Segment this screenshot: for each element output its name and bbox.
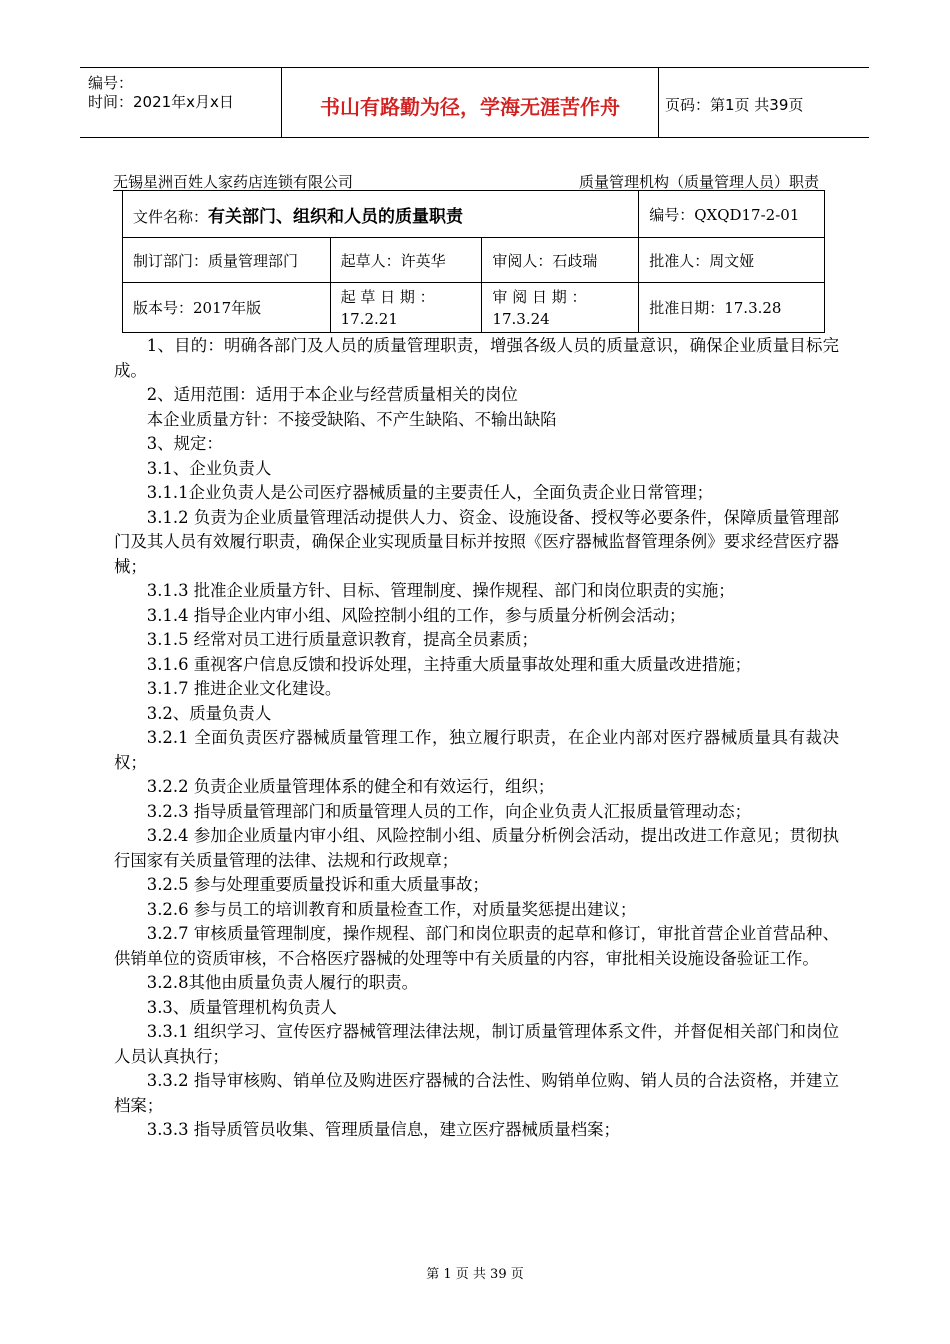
- paragraph: 3、规定：: [146, 434, 223, 453]
- paragraph: 3.1.3 批准企业质量方针、目标、管理制度、操作规程、部门和岗位职责的实施；: [146, 581, 735, 600]
- paragraph: 3.1.2 负责为企业质量管理活动提供人力、资金、设施设备、授权等必要条件，保障质量管理部门及其人员有效履行职责，确保企业实现质量目标并按照《医疗器械监督管理条例》要求经营医疗器械；: [114, 507, 839, 576]
- paragraph: 3.2.1 全面负责医疗器械质量管理工作，独立履行职责，在企业内部对医疗器械质量具有裁决权；: [114, 728, 839, 772]
- review-date: 17.3.24: [492, 309, 550, 328]
- paragraph: 3.1.5 经常对员工进行质量意识教育，提高全员素质；: [146, 630, 538, 649]
- paragraph: 3.1.6 重视客户信息反馈和投诉处理，主持重大质量事故处理和重大质量改进措施；: [146, 654, 751, 674]
- draft-date: 17.2.21: [340, 309, 398, 328]
- motto-box: [281, 68, 659, 137]
- file-name-cell: [123, 191, 639, 238]
- version: 版本号：2017年版: [123, 283, 331, 333]
- time-label: 时间：2021年x月x日: [88, 93, 234, 111]
- paragraph: 3.2.3 指导质量管理部门和质量管理人员的工作，向企业负责人汇报质量管理动态；: [146, 801, 751, 821]
- paragraph: 3.1.7 推进企业文化建设。: [146, 679, 342, 698]
- paragraph: 本企业质量方针：不接受缺陷、不产生缺陷、不输出缺陷: [146, 409, 557, 429]
- approve-date: 批准日期：17.3.28: [639, 283, 825, 333]
- paragraph: 3.3.3 指导质管员收集、管理质量信息，建立医疗器械质量档案；: [146, 1120, 620, 1139]
- paragraph: 3.1.1企业负责人是公司医疗器械质量的主要责任人，全面负责企业日常管理；: [146, 483, 713, 502]
- paragraph: 3.1.4 指导企业内审小组、风险控制小组的工作，参与质量分析例会活动；: [146, 605, 686, 625]
- review-date-label: 审 阅 日 期 ：: [492, 287, 587, 306]
- draft-date-label: 起 草 日 期 ：: [340, 287, 435, 306]
- page-info: 页码：第1页 共39页: [665, 96, 804, 114]
- motto-text: 书山有路勤为径，学海无涯苦作舟: [320, 95, 620, 119]
- document-info-table: [122, 190, 825, 333]
- paragraph: 3.2.5 参与处理重要质量投诉和重大质量事故；: [146, 875, 489, 894]
- header-line: [113, 171, 819, 191]
- paragraph: 3.2.8其他由质量负责人履行的职责。: [146, 973, 418, 992]
- approver: 批准人：周文娅: [639, 238, 825, 283]
- document-body: [114, 334, 839, 1143]
- paragraph: 3.3.1 组织学习、宣传医疗器械管理法律法规，制订质量管理体系文件，并督促相关部门和岗位人员认真执行；: [114, 1022, 839, 1066]
- drafter: 起草人：许英华: [330, 238, 482, 283]
- paragraph: 3.2.4 参加企业质量内审小组、风险控制小组、质量分析例会活动，提出改进工作意见；贯彻执行国家有关质量管理的法律、法规和行政规章；: [114, 826, 839, 870]
- reviewer: 审阅人：石歧瑞: [482, 238, 639, 283]
- number-label: 编号：: [88, 74, 134, 92]
- paragraph: 3.2.7 审核质量管理制度，操作规程、部门和岗位职责的起草和修订，审批首营企业首营品种、供销单位的资质审核，不合格医疗器械的处理等中有关质量的内容，审批相关设施设备验证工作。: [114, 924, 839, 968]
- banner-meta: [88, 74, 234, 112]
- section-title: 质量管理机构（质量管理人员）职责: [578, 173, 819, 191]
- review-date-cell: [482, 283, 639, 333]
- paragraph: 3.3、质量管理机构负责人: [146, 997, 337, 1017]
- paragraph: 3.2.6 参与员工的培训教育和质量检查工作，对质量奖惩提出建议；: [146, 899, 637, 919]
- document-banner: [80, 67, 869, 138]
- paragraph: 3.3.2 指导审核购、销单位及购进医疗器械的合法性、购销单位购、销人员的合法资格，并建立档案；: [114, 1071, 839, 1115]
- dept: 制订部门：质量管理部门: [123, 238, 331, 283]
- file-name-label: 文件名称：: [133, 207, 209, 226]
- paragraph: 1、目的：明确各部门及人员的质量管理职责，增强各级人员的质量意识，确保企业质量目标完成。: [114, 336, 839, 380]
- draft-date-cell: [330, 283, 482, 333]
- doc-number: 编号：QXQD17-2-01: [639, 191, 825, 238]
- paragraph: 3.2.2 负责企业质量管理体系的健全和有效运行，组织；: [146, 777, 555, 796]
- paragraph: 2、适用范围：适用于本企业与经营质量相关的岗位: [146, 385, 518, 404]
- paragraph: 3.2、质量负责人: [146, 703, 272, 723]
- paragraph: 3.1、企业负责人: [146, 458, 272, 478]
- company-name: 无锡星洲百姓人家药店连锁有限公司: [113, 173, 354, 191]
- file-name: 有关部门、组织和人员的质量职责: [208, 206, 464, 227]
- page-footer: 第 1 页 共 39 页: [426, 1267, 524, 1282]
